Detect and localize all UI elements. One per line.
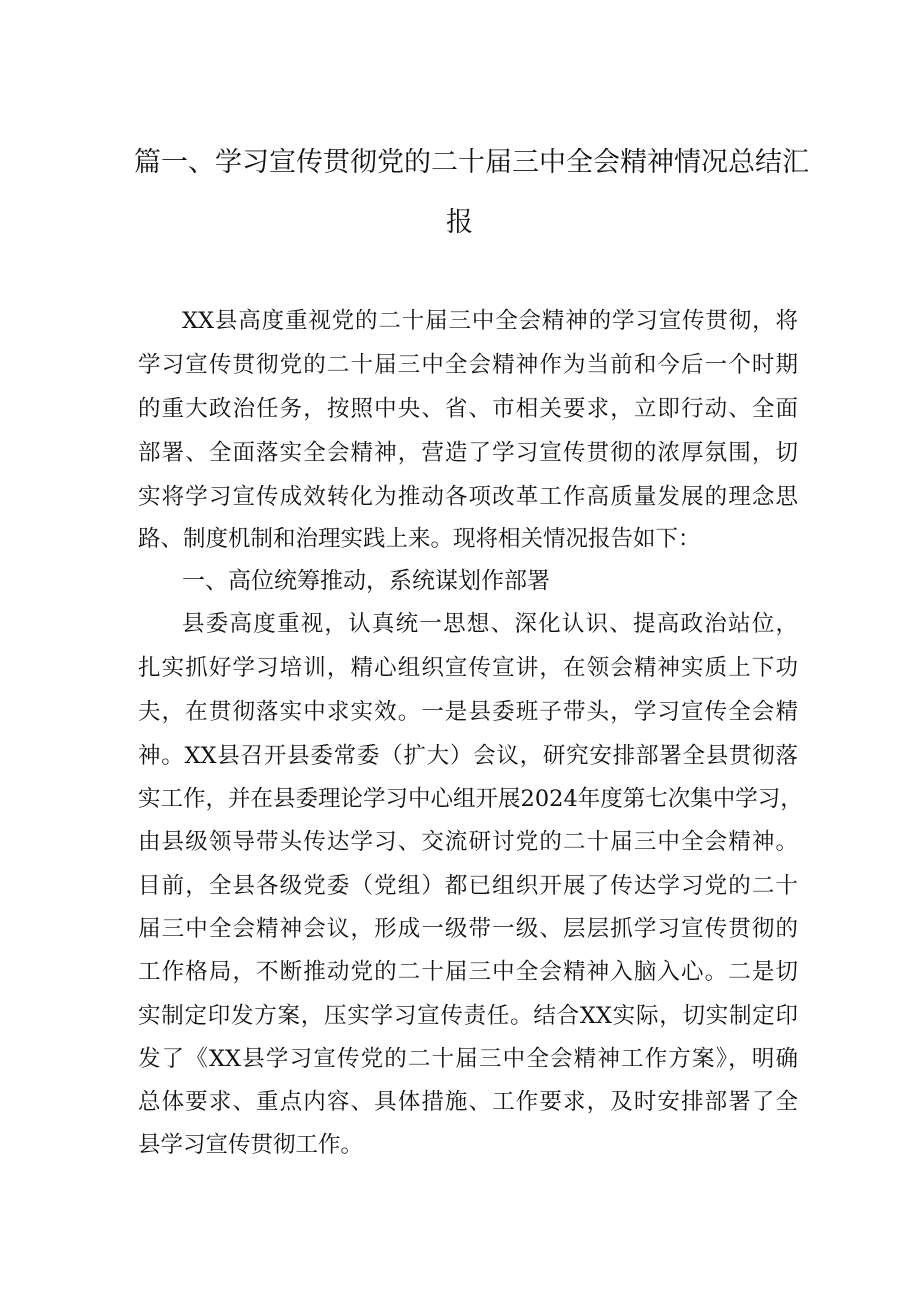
paragraph-line: 部署、全面落实全会精神，营造了学习宣传贯彻的浓厚氛围，切 — [138, 440, 798, 466]
paragraph-line: 神。XX县召开县委常委（扩大）会议，研究安排部署全县贯彻落 — [138, 743, 798, 769]
paragraph-line: 县委高度重视，认真统一思想、深化认识、提高政治站位， — [182, 611, 798, 637]
document-title-line-1: 篇一、学习宣传贯彻党的二十届三中全会精神情况总结汇 — [134, 147, 809, 178]
paragraph-line: 实将学习宣传成效转化为推动各项改革工作高质量发展的理念思 — [138, 484, 798, 510]
paragraph-line: 总体要求、重点内容、具体措施、工作要求，及时安排部署了全 — [138, 1089, 798, 1115]
paragraph-line: 届三中全会精神会议，形成一级带一级、层层抓学习宣传贯彻的 — [138, 916, 798, 942]
paragraph-line: XX县高度重视党的二十届三中全会精神的学习宣传贯彻，将 — [182, 308, 798, 334]
paragraph-line: 实工作，并在县委理论学习中心组开展2024年度第七次集中学习， — [138, 786, 803, 812]
paragraph-line: 实制定印发方案，压实学习宣传责任。结合XX实际，切实制定印 — [138, 1003, 798, 1029]
paragraph-line: 发了《XX县学习宣传党的二十届三中全会精神工作方案》，明确 — [138, 1046, 798, 1072]
paragraph-line: 的重大政治任务，按照中央、省、市相关要求，立即行动、全面 — [138, 396, 798, 422]
paragraph-line: 夫，在贯彻落实中求实效。一是县委班子带头，学习宣传全会精 — [138, 699, 798, 725]
section-heading: 一、高位统筹推动，系统谋划作部署 — [182, 568, 550, 594]
paragraph-line: 工作格局，不断推动党的二十届三中全会精神入脑入心。二是切 — [138, 959, 798, 985]
paragraph-line: 扎实抓好学习培训，精心组织宣传宣讲，在领会精神实质上下功 — [138, 655, 798, 681]
paragraph-line: 学习宣传贯彻党的二十届三中全会精神作为当前和今后一个时期 — [138, 352, 798, 378]
paragraph-line: 由县级领导带头传达学习、交流研讨党的二十届三中全会精神。 — [138, 829, 798, 855]
paragraph-line: 目前，全县各级党委（党组）都已组织开展了传达学习党的二十 — [138, 873, 798, 899]
paragraph-line: 县学习宣传贯彻工作。 — [138, 1132, 364, 1158]
paragraph-line: 路、制度机制和治理实践上来。现将相关情况报告如下： — [138, 526, 701, 552]
document-title-line-2: 报 — [446, 207, 473, 238]
